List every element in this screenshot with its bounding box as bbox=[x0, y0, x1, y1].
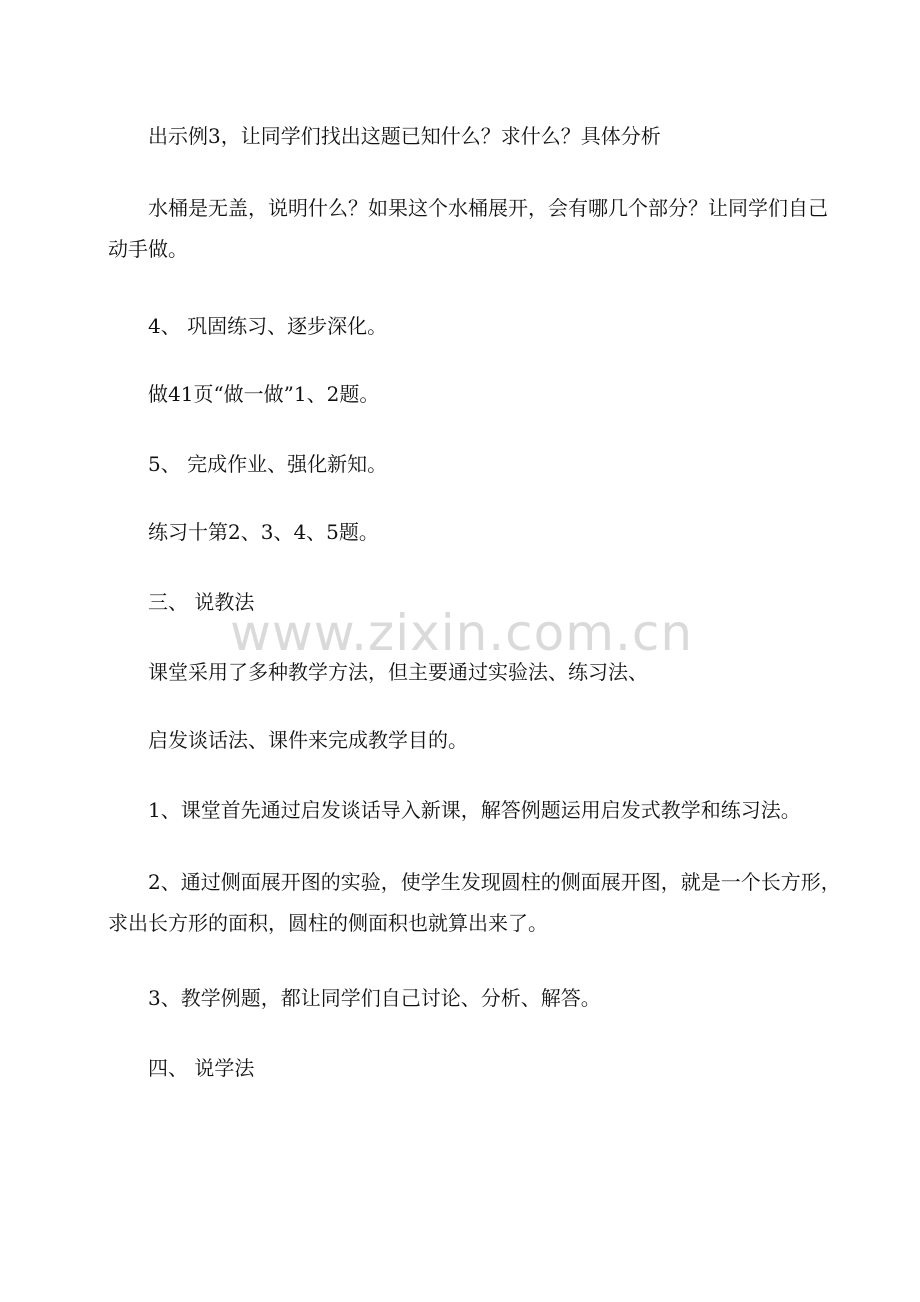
section-heading-teaching-method: 三、 说教法 bbox=[148, 590, 255, 614]
paragraph-step-5: 5、 完成作业、强化新知。 bbox=[148, 452, 388, 476]
paragraph-example3: 出示例3，让同学们找出这题已知什么？求什么？具体分析 bbox=[148, 124, 661, 148]
paragraph-step-4: 4、 巩固练习、逐步深化。 bbox=[148, 314, 388, 338]
paragraph-page41-exercise: 做41页“做一做”1、2题。 bbox=[148, 382, 380, 406]
watermark-text: www.zixin.com.cn bbox=[230, 604, 694, 662]
paragraph-methods-intro: 课堂采用了多种教学方法，但主要通过实验法、练习法、 bbox=[148, 660, 648, 684]
paragraph-method-1: 1、课堂首先通过启发谈话导入新课，解答例题运用启发式教学和练习法。 bbox=[148, 798, 801, 822]
paragraph-method-3: 3、教学例题，都让同学们自己讨论、分析、解答。 bbox=[148, 986, 601, 1010]
paragraph-bucket-analysis: 水桶是无盖，说明什么？如果这个水桶展开，会有哪几个部分？让同学们自己动手做。 bbox=[108, 196, 828, 261]
section-heading-learning-method: 四、 说学法 bbox=[148, 1056, 255, 1080]
paragraph-exercise-ten: 练习十第2、3、4、5题。 bbox=[148, 520, 379, 544]
paragraph-methods-continued: 启发谈话法、课件来完成教学目的。 bbox=[148, 728, 468, 752]
paragraph-method-2: 2、通过侧面展开图的实验，使学生发现圆柱的侧面展开图，就是一个长方形，求出长方形的面积，圆柱的侧面积也就算出来了。 bbox=[108, 870, 841, 935]
